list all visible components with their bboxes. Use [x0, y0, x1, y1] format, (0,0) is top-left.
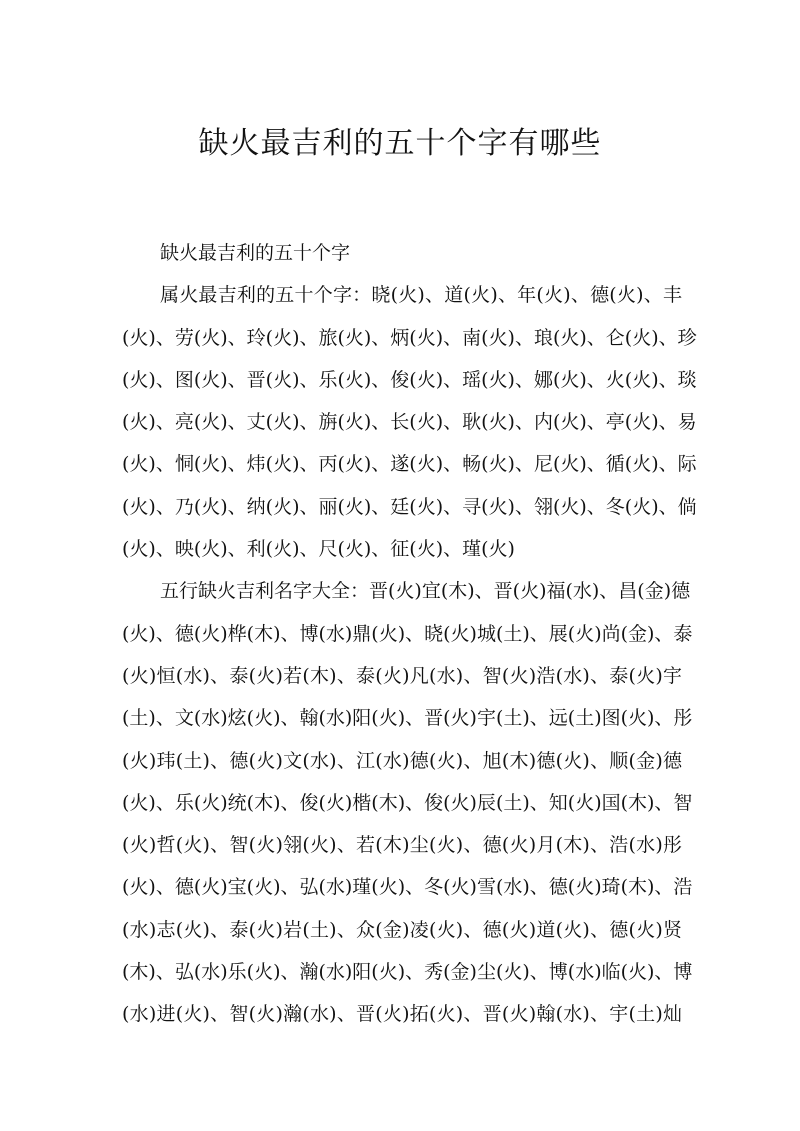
paragraph-line: (火)、图(火)、晋(火)、乐(火)、俊(火)、瑶(火)、娜(火)、火(火)、琰: [122, 368, 697, 391]
paragraph-line: 五行缺火吉利名字大全：晋(火)宜(木)、晋(火)福(水)、昌(金)德: [160, 580, 691, 603]
paragraph-line: (火)、德(火)宝(火)、弘(水)瑾(火)、冬(火)雪(水)、德(火)琦(木)、浩: [122, 876, 693, 899]
paragraph-line: 属火最吉利的五十个字：晓(火)、道(火)、年(火)、德(火)、丰: [160, 284, 682, 307]
paragraph-line: (火)、乐(火)统(木)、俊(火)楷(木)、俊(火)辰(土)、知(火)国(木)、智: [122, 791, 693, 814]
document-body: [122, 232, 697, 1036]
paragraph-line: (火)、德(火)桦(木)、博(水)鼎(火)、晓(火)城(土)、展(火)尚(金)、泰: [122, 622, 693, 645]
paragraph-line: (火)、恫(火)、炜(火)、丙(火)、遂(火)、畅(火)、尼(火)、循(火)、际: [122, 453, 697, 476]
paragraph-line: (火)、乃(火)、纳(火)、丽(火)、廷(火)、寻(火)、翎(火)、冬(火)、倘: [122, 495, 697, 518]
page-title: 缺火最吉利的五十个字有哪些: [198, 126, 602, 161]
paragraph-line: (火)、亮(火)、丈(火)、旃(火)、长(火)、耿(火)、内(火)、亭(火)、易: [122, 411, 697, 434]
paragraph-line: (火)、映(火)、利(火)、尺(火)、征(火)、瑾(火): [122, 538, 515, 561]
section-heading: 缺火最吉利的五十个字: [160, 242, 351, 264]
paragraph-line: (火)哲(火)、智(火)翎(火)、若(木)尘(火)、德(火)月(木)、浩(水)彤: [122, 834, 682, 857]
paragraph-line: (土)、文(水)炫(火)、翰(水)阳(火)、晋(火)宇(土)、远(土)图(火)、彤: [122, 707, 693, 730]
paragraph-line: (火)、劳(火)、玲(火)、旅(火)、炳(火)、南(火)、琅(火)、仑(火)、珍: [122, 326, 697, 349]
paragraph-line: (水)进(火)、智(火)瀚(水)、晋(火)拓(火)、晋(火)翰(水)、宇(土)灿: [122, 1003, 682, 1026]
paragraph-line: (火)恒(水)、泰(火)若(木)、泰(火)凡(水)、智(火)浩(水)、泰(火)宇: [122, 664, 682, 687]
paragraph-line: (木)、弘(水)乐(火)、瀚(水)阳(火)、秀(金)尘(火)、博(水)临(火)、博: [122, 961, 693, 984]
paragraph-line: (火)玮(土)、德(火)文(水)、江(水)德(火)、旭(木)德(火)、顺(金)德: [122, 749, 682, 772]
paragraph-line: (水)志(火)、泰(火)岩(土)、众(金)凌(火)、德(火)道(火)、德(火)贤: [122, 918, 682, 941]
